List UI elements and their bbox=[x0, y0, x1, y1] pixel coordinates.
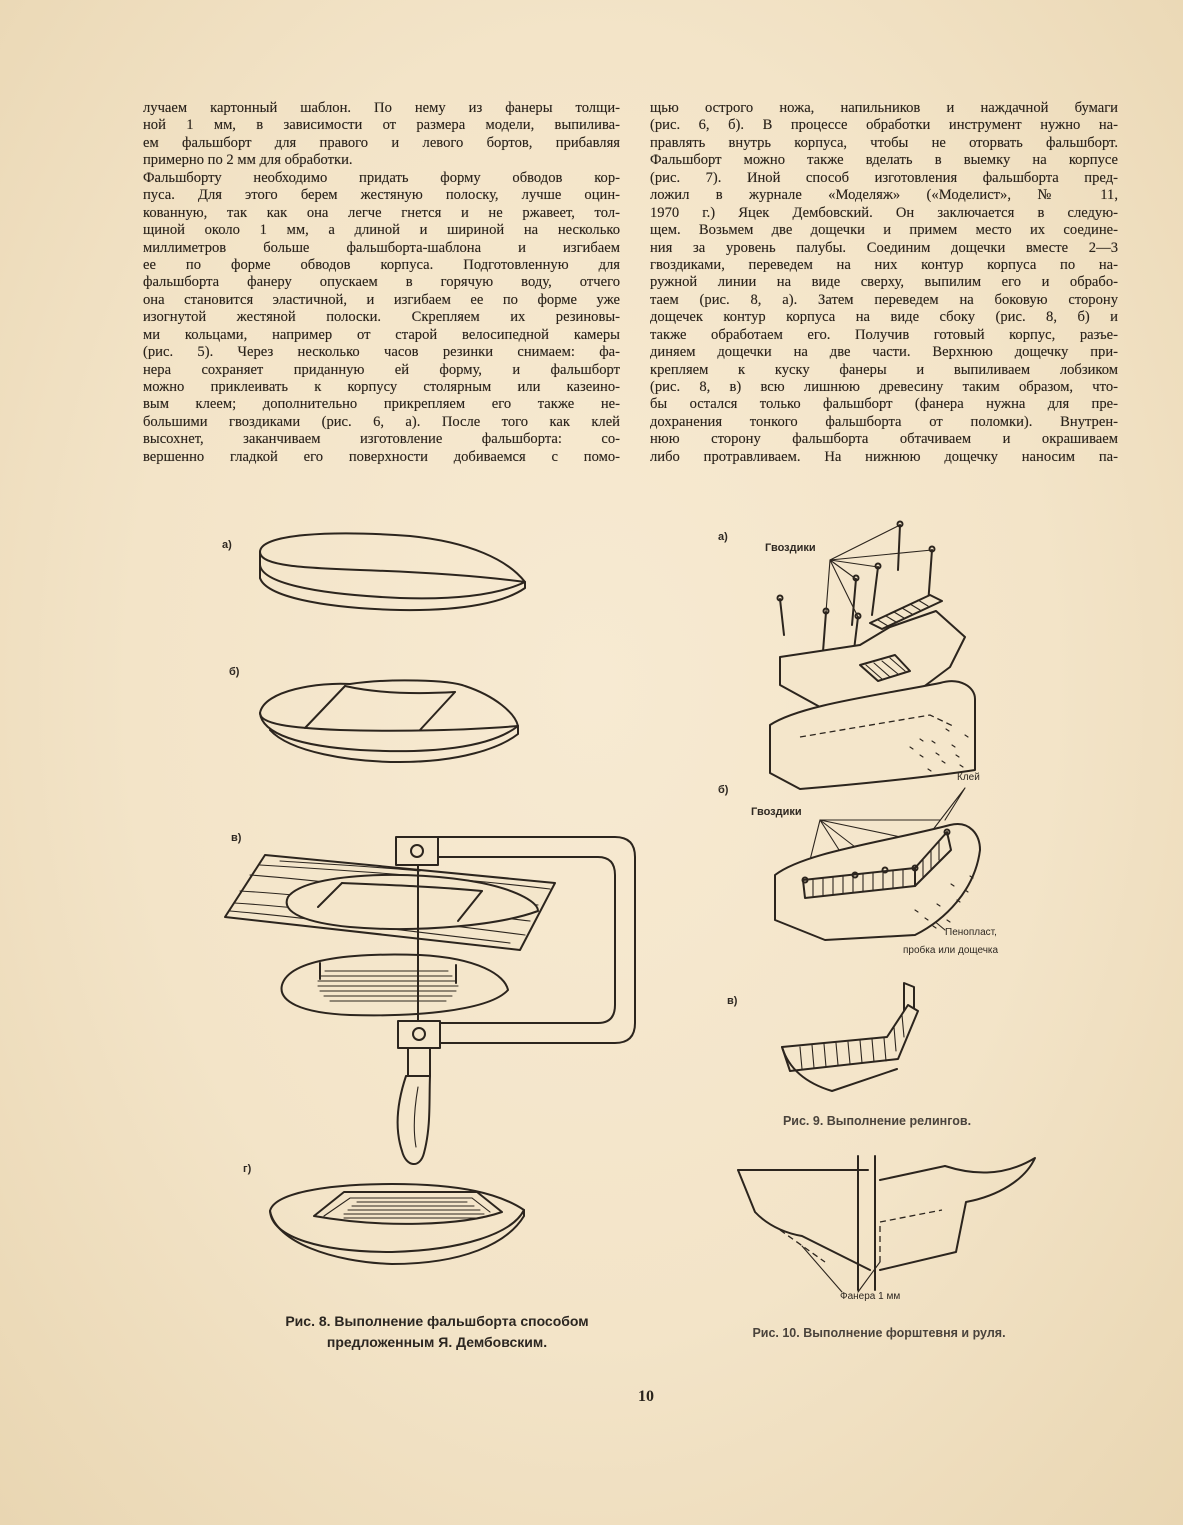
fig9b-base-label-line1: Пенопласт, bbox=[945, 927, 997, 938]
text-line: примерно по 2 мм для обработки. bbox=[143, 152, 353, 169]
shaped-hull bbox=[260, 680, 518, 762]
text-line: нера сохраняет приданную ей форму, и фальшборт bbox=[143, 361, 620, 378]
text-line: (рис. 7). Иной способ изготовления фальшборта пред- bbox=[650, 169, 1118, 186]
text-line: (рис. 8, в) всю лишнюю древесину таким образом, что- bbox=[650, 379, 1118, 395]
fig8b-shaped-hull-drawing bbox=[250, 668, 530, 768]
fig8a-plank-stack-drawing bbox=[250, 522, 540, 622]
fig9-label-v: в) bbox=[727, 995, 738, 1007]
fig8-label-g: г) bbox=[243, 1163, 252, 1175]
fig9-caption: Рис. 9. Выполнение релингов. bbox=[782, 1114, 972, 1128]
fig10-caption: Рис. 10. Выполнение форштевня и руля. bbox=[752, 1326, 1006, 1340]
text-line: либо протравливаем. На нижнюю дощечку наносим па- bbox=[650, 448, 1118, 465]
text-line: миллиметров больше фальшборта-шаблона и изгибаем bbox=[143, 239, 620, 256]
text-line: (рис. 6, б). В процессе обработки инструмент нужно на- bbox=[650, 117, 1118, 134]
text-line: ния за уровень палубы. Соединим дощечки вместе 2—3 bbox=[650, 239, 1118, 256]
fig9a-rail-assembly-drawing bbox=[760, 515, 980, 800]
text-line: дощечек контур корпуса на виде сбоку (рис. 8, б) и bbox=[650, 309, 1118, 326]
text-line: Фальшборт можно также вделать в выемку на корпусе bbox=[650, 152, 1118, 169]
saw-handle bbox=[398, 1048, 430, 1164]
text-line: таем (рис. 8, а). Затем переведем на боковую сторону bbox=[650, 291, 1118, 308]
fig8-label-a: а) bbox=[222, 539, 232, 551]
text-line: можно приклеивать к корпусу столярным или казеино- bbox=[143, 379, 620, 395]
left-text-column bbox=[143, 100, 620, 466]
plank-stack bbox=[260, 533, 525, 610]
text-line: дохранения тонкого фальшборта от поломки). Внутрен- bbox=[650, 413, 1118, 430]
text-line: диняем дощечки на две части. Верхнюю дощечку при- bbox=[650, 344, 1118, 361]
text-line: большими гвоздиками (рис. 6, а). После того как клей bbox=[143, 413, 620, 430]
text-line: вым клеем; дополнительно прикрепляем его также не- bbox=[143, 396, 620, 413]
text-line: ложил в журнале «Моделяж» («Моделист», № 11, bbox=[650, 187, 1118, 204]
finished-hull bbox=[270, 1184, 524, 1264]
fig8-label-v: в) bbox=[231, 832, 242, 844]
text-line: бы остался только фальшборт (фанера нужна для пре- bbox=[650, 396, 1118, 413]
fig9b-nails-label: Гвоздики bbox=[751, 806, 802, 818]
text-line: изогнутой жестяной полоски. Скрепляем их резиновы- bbox=[143, 309, 620, 326]
text-line: нюю сторону фальшборта обтачиваем и окрашиваем bbox=[650, 431, 1118, 448]
finished-rail bbox=[782, 983, 918, 1091]
fig8-label-b: б) bbox=[229, 666, 240, 678]
text-line: высохнет, заканчиваем изготовление фальшборта: со- bbox=[143, 431, 620, 448]
text-line: гвоздиками, переведем на них контур корпуса по на- bbox=[650, 256, 1118, 273]
text-line: ем фальшборт для правого и левого бортов, прибавляя bbox=[143, 134, 620, 151]
stem bbox=[880, 1158, 1035, 1270]
right-text-column bbox=[650, 100, 1118, 466]
lower-hull-part bbox=[282, 955, 508, 1016]
text-line: 1970 г.) Яцек Дембовский. Он заключается в следую- bbox=[650, 204, 1118, 221]
fig10-stem-and-rudder-drawing bbox=[730, 1150, 1050, 1300]
text-line: ми кольцами, например от старой велосипедной камеры bbox=[143, 326, 620, 343]
text-line: крепляем к куску фанеры и выпиливаем лобзиком bbox=[650, 361, 1118, 378]
text-line: также обработаем его. Получив готовый корпус, разъе- bbox=[650, 326, 1118, 343]
text-line: вершенно гладкой его поверхности добиваемся с помо- bbox=[143, 448, 620, 465]
fig8-caption-line1: Рис. 8. Выполнение фальшборта способом bbox=[285, 1313, 589, 1329]
text-line: ружной линии на виде сверху, выпилим его и обрабо- bbox=[650, 274, 1118, 291]
fig9-label-a: а) bbox=[718, 531, 728, 543]
bottom-clamp bbox=[398, 1021, 440, 1048]
page-number: 10 bbox=[638, 1388, 654, 1405]
text-line: кованную, так как она легче гнется и не ржавеет, тол- bbox=[143, 204, 620, 221]
text-line: щью острого ножа, напильников и наждачной бумаги bbox=[650, 100, 1118, 116]
fig8-caption-line2: предложенным Я. Дембовским. bbox=[326, 1334, 548, 1350]
fig9v-finished-rail-drawing bbox=[772, 975, 942, 1100]
fig9a-nails-label: Гвоздики bbox=[765, 542, 816, 554]
text-line: правлять внутрь корпуса, чтобы не оторвать фальшборт. bbox=[650, 134, 1118, 151]
fig9b-glue-label: Клей bbox=[957, 772, 980, 783]
text-line: пуса. Для этого берем жестяную полоску, лучше оцин- bbox=[143, 187, 620, 204]
fig9b-base-label-line2: пробка или дощечка bbox=[903, 945, 999, 956]
text-line: ной 1 мм, в зависимости от размера модели, выпилива- bbox=[143, 117, 620, 134]
text-line: щем. Возьмем две дощечки и примем место их соедине- bbox=[650, 222, 1118, 239]
text-line: ее по форме обводов корпуса. Подготовленную для bbox=[143, 256, 620, 273]
top-clamp bbox=[396, 837, 438, 865]
text-line: фальшборта фанеру опускаем в горячую воду, отчего bbox=[143, 274, 620, 291]
text-line: щиной около 1 мм, а длиной и шириной на несколько bbox=[143, 222, 620, 239]
text-line: лучаем картонный шаблон. По нему из фанеры толщи- bbox=[143, 100, 620, 116]
text-line: Фальшборту необходимо придать форму обводов кор- bbox=[143, 169, 620, 186]
fig10-plywood-label: Фанера 1 мм bbox=[840, 1291, 901, 1302]
fig9-label-b: б) bbox=[718, 784, 729, 796]
text-line: (рис. 5). Через несколько часов резинки снимаем: фа- bbox=[143, 344, 620, 361]
hull-section bbox=[738, 1156, 875, 1290]
fig8v-fretsaw-cutting-drawing bbox=[220, 825, 645, 1170]
text-line: она становится эластичной, и изгибаем ее по форме уже bbox=[143, 291, 620, 308]
fig8g-finished-bulwark-drawing bbox=[262, 1176, 530, 1271]
